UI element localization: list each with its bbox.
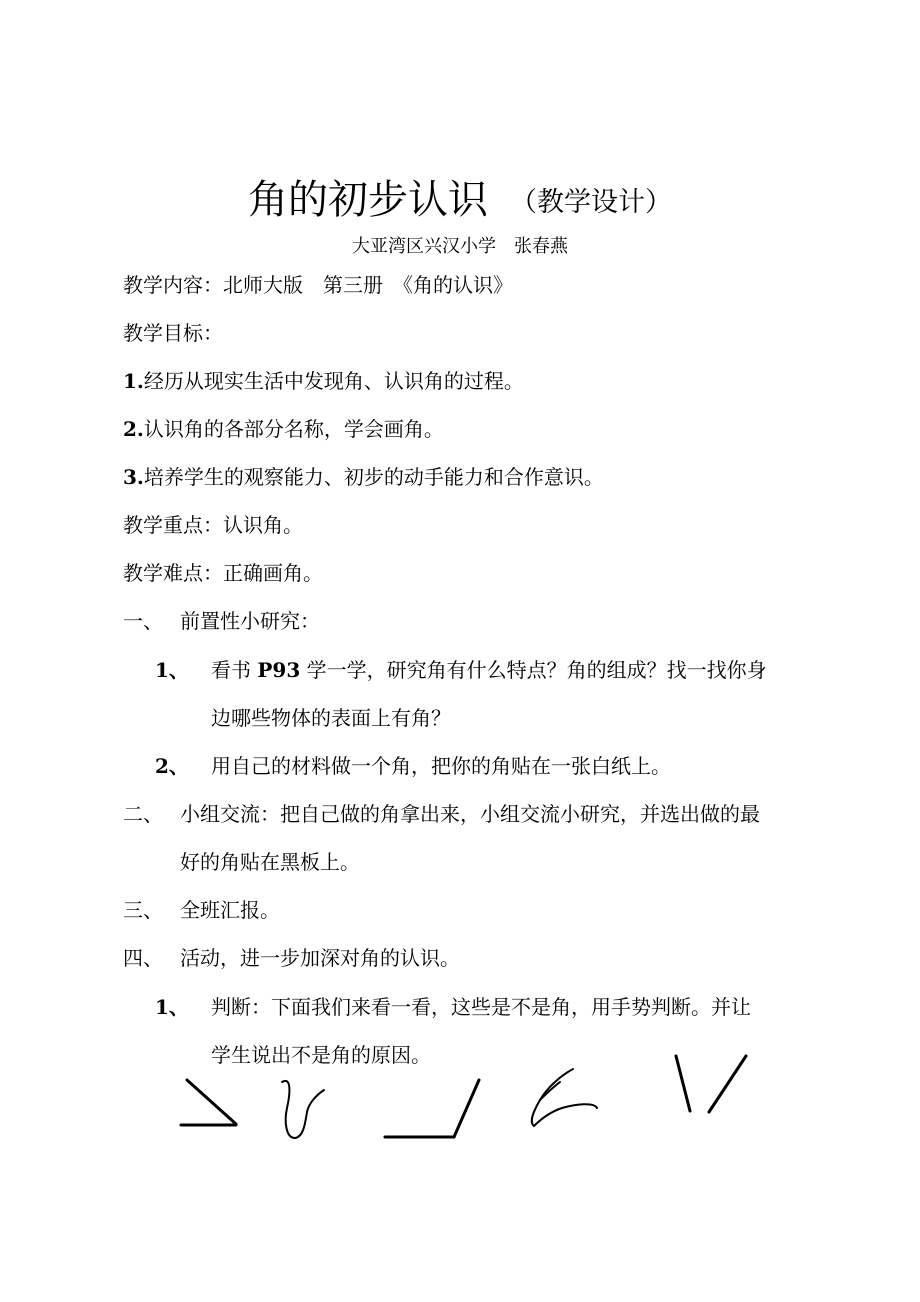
section-marker: 一、 [123, 609, 163, 633]
difficulty: 教学难点：正确画角。 [123, 561, 323, 585]
subitem-marker: 2、 [155, 754, 189, 778]
subitem-marker: 1、 [155, 658, 189, 682]
teaching-goals-label: 教学目标： [123, 321, 223, 345]
teaching-content: 教学内容：北师大版 第三册 《角的认识》 [123, 273, 513, 297]
author-line: 大亚湾区兴汉小学 张春燕 [352, 236, 568, 257]
page-reference: P93 [257, 658, 301, 682]
key-point: 教学重点：认识角。 [123, 513, 303, 537]
figure-curve-4 [532, 1069, 597, 1126]
figure-lines-5 [676, 1056, 746, 1112]
section-marker: 二、 [123, 802, 163, 826]
subitem-text-cont: 边哪些物体的表面上有角？ [211, 706, 451, 730]
subitem-rest: 学一学，研究角有什么特点？角的组成？找一找你身 [300, 658, 767, 682]
figure-curve-2 [282, 1081, 324, 1138]
goal-text: 认识角的各部分名称，学会画角。 [143, 417, 444, 441]
figure-angle-1 [181, 1080, 236, 1125]
figure-angle-3 [385, 1080, 479, 1137]
section-text: 前置性小研究： [180, 609, 320, 633]
page-title: 角的初步认识 [248, 177, 488, 223]
goal-text: 经历从现实生活中发现角、认识角的过程。 [143, 369, 524, 393]
section-text: 全班汇报。 [180, 898, 280, 922]
goal-text: 培养学生的观察能力、初步的动手能力和合作意识。 [143, 465, 604, 489]
subitem-text-cont: 学生说出不是角的原因。 [211, 1043, 431, 1067]
section-text-cont: 好的角贴在黑板上。 [180, 850, 360, 874]
goal-number: 2. [123, 417, 144, 441]
subitem-text: 用自己的材料做一个角，把你的角贴在一张白纸上。 [211, 754, 671, 778]
goal-number: 1. [123, 369, 144, 393]
subitem-text: 判断：下面我们来看一看，这些是不是角，用手势判断。并让 [211, 995, 751, 1019]
section-marker: 三、 [123, 898, 163, 922]
section-marker: 四、 [123, 946, 163, 970]
subitem-prefix: 看书 [211, 658, 258, 682]
section-text: 小组交流：把自己做的角拿出来，小组交流小研究，并选出做的最 [180, 802, 760, 826]
subitem-marker: 1、 [155, 995, 189, 1019]
section-text: 活动，进一步加深对角的认识。 [180, 946, 460, 970]
goal-number: 3. [123, 465, 144, 489]
page-subtitle: （教学设计） [510, 187, 672, 218]
